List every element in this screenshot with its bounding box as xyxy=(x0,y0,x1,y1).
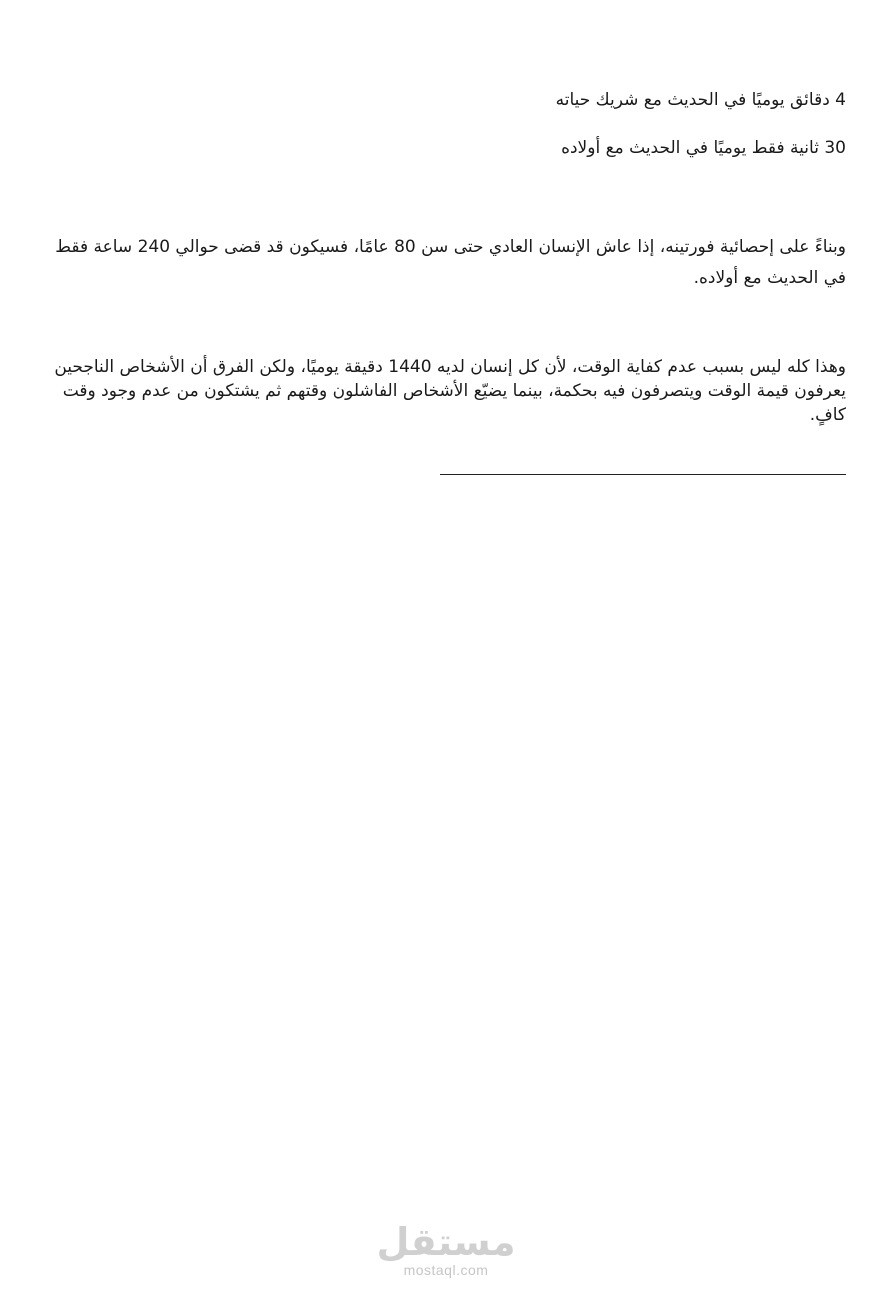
watermark-arabic: مستقل xyxy=(376,1220,516,1264)
watermark-latin: mostaql.com xyxy=(403,1262,489,1278)
stat-line-children: 30 ثانية فقط يوميًا في الحديث مع أولاده xyxy=(561,138,846,158)
horizontal-rule xyxy=(440,474,846,475)
stat-line-partner: 4 دقائق يوميًا في الحديث مع شريك حياته xyxy=(555,90,846,110)
paragraph-statistic: وبناءً على إحصائية فورتينه، إذا عاش الإنسان العادي حتى سن 80 عامًا، فسيكون قد قضى حوالي 240 ساعة فقط في الحديث مع أولاده. xyxy=(55,237,846,288)
paragraph-conclusion: وهذا كله ليس بسبب عدم كفاية الوقت، لأن كل إنسان لديه 1440 دقيقة يوميًا، ولكن الفرق أن الأشخاص الناجحين يعرفون قيمة الوقت ويتصرفون فيه بحكمة، بينما يضيّع الأشخاص الفاشلون وقتهم ثم يشتكون من عدم وجود وقت كافٍ. xyxy=(54,357,846,425)
mostaql-watermark-logo xyxy=(0,1222,892,1278)
